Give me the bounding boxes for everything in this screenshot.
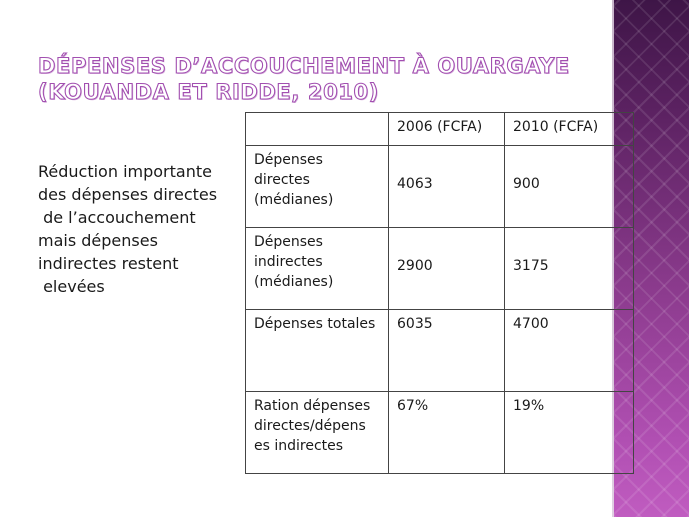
header-cell-empty (246, 113, 389, 146)
table-row (246, 146, 634, 228)
value-2010: 900 (505, 146, 634, 228)
value-2006: 2900 (389, 228, 505, 310)
table-row (246, 392, 634, 474)
row-label: Ration dépenses directes/dépens es indirectes (246, 392, 389, 474)
value-2010: 19% (505, 392, 634, 474)
body-line: des dépenses directes (38, 185, 218, 204)
header-cell-2010: 2010 (FCFA) (505, 113, 634, 146)
value-2006: 6035 (389, 310, 505, 392)
body-line: Réduction importante (38, 162, 212, 181)
value-2010: 4700 (505, 310, 634, 392)
body-line: de l’accouchement (38, 208, 196, 227)
table-header-row (246, 113, 634, 146)
value-2006: 67% (389, 392, 505, 474)
row-label: Dépenses totales (246, 310, 389, 392)
body-text (38, 160, 238, 298)
expenses-table (245, 112, 634, 474)
value-2010: 3175 (505, 228, 634, 310)
table-row (246, 310, 634, 392)
body-line: indirectes restent (38, 254, 179, 273)
table-row (246, 228, 634, 310)
row-label: Dépenses directes (médianes) (246, 146, 389, 228)
header-cell-2006: 2006 (FCFA) (389, 113, 505, 146)
row-label: Dépenses indirectes (médianes) (246, 228, 389, 310)
body-line: elevées (38, 277, 105, 296)
value-2006: 4063 (389, 146, 505, 228)
body-line: mais dépenses (38, 231, 158, 250)
slide-title: DÉPENSES D’ACCOUCHEMENT À OUARGAYE (KOUANDA ET RIDDE, 2010) (38, 54, 570, 104)
